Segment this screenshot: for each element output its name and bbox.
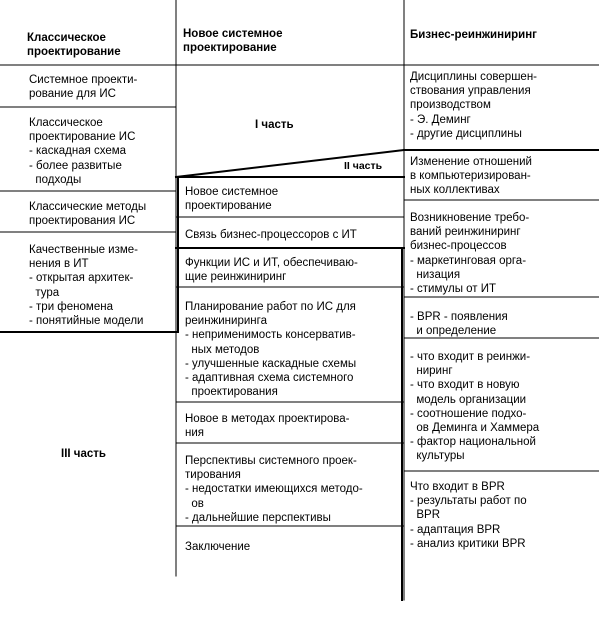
part-1-label: I часть xyxy=(255,119,294,131)
header-classic: Классическое проектирование xyxy=(27,32,121,59)
cell-new-5: Новое в методах проектирова- ния xyxy=(185,413,350,440)
cell-new-2: Связь бизнес-процессоров с ИТ xyxy=(185,229,357,241)
cell-new-7: Заключение xyxy=(185,541,251,553)
cell-bpr-4: - BPR - появления и определение xyxy=(410,311,508,338)
cell-bpr-5: - что входит в реинжи- ниринг - что входит в новую модель организации - соотношение подхо- ов Деминга и Хаммера - фактор национальной культуры xyxy=(410,351,540,463)
cell-new-3: Функции ИС и ИТ, обеспечиваю- щие реинжиниринг xyxy=(185,257,358,284)
cell-classic-2: Классическое проектирование ИС - каскадная схема - более развитые подходы xyxy=(29,117,136,186)
cell-new-1: Новое системное проектирование xyxy=(185,186,279,213)
cell-classic-3: Классические методы проектирования ИС xyxy=(29,201,147,228)
cell-classic-4: Качественные изме- нения в ИТ - открытая архитек- тура - три феномена - понятийные модели xyxy=(29,244,144,328)
header-new-system: Новое системное проектирование xyxy=(183,28,283,55)
cell-bpr-3: Возникновение требо- ваний реинжиниринг бизнес-процессов - маркетинговая орга- низация - стимулы от ИТ xyxy=(410,212,530,296)
cell-new-6: Перспективы системного проек- тирования - недостатки имеющихся методо- ов - дальнейшие перспективы xyxy=(185,455,363,524)
cell-bpr-6: Что входит в BPR - результаты работ по BPR - адаптация BPR - анализ критики BPR xyxy=(410,481,527,550)
part-3-label: III часть xyxy=(61,448,106,460)
cell-classic-1: Системное проекти- рование для ИС xyxy=(29,74,138,101)
part-2-label: II часть xyxy=(344,160,383,172)
cell-bpr-2: Изменение отношений в компьютеризирован- ных коллективах xyxy=(410,156,532,197)
header-business-reengineering: Бизнес-реинжиниринг xyxy=(410,29,537,41)
cell-bpr-1: Дисциплины совершен- ствования управления производством - Э. Деминг - другие дисциплины xyxy=(410,71,537,140)
cell-new-4: Планирование работ по ИС для реинжиниринга - неприменимость консерватив- ных методов - улучшенные каскадные схемы - адаптивная схема системного проектирования xyxy=(185,301,357,399)
